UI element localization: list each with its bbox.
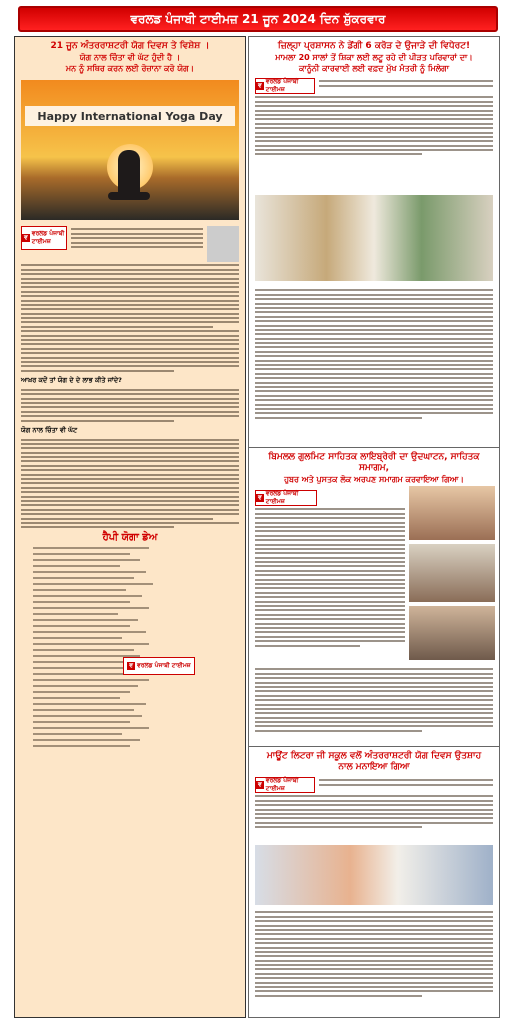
yoga-article bbox=[21, 226, 239, 372]
poem-newspaper-logo: ਵ ਵਰਲਡ ਪੰਜਾਬੀ ਟਾਈਮਜ਼ bbox=[123, 657, 195, 675]
story3-photo bbox=[255, 845, 493, 905]
story1-logo: ਵ ਵਰਲਡ ਪੰਜਾਬੀ ਟਾਈਮਜ਼ bbox=[255, 78, 315, 94]
story3-headline-b: ਨਾਲ ਮਨਾਇਆ ਗਿਆ bbox=[338, 762, 410, 772]
story2-headline-a: ਬਿਮਲਲ ਗੁਲਮਿਟ ਸਾਹਿਤਕ ਲਾਇਬ੍ਰੇਰੀ ਦਾ ਉਦਘਾਟਨ, ਸਾਹਿਤਕ ਸਮਾਗਮ, bbox=[268, 452, 480, 473]
story2-text bbox=[255, 484, 405, 649]
masthead bbox=[18, 6, 498, 32]
story1-text-top bbox=[255, 78, 493, 155]
meditation-figure-icon bbox=[118, 150, 140, 196]
story2-photo-3 bbox=[409, 606, 495, 660]
masthead-title: ਵਰਲਡ ਪੰਜਾਬੀ ਟਾਈਮਜ਼ 21 ਜੂਨ 2024 ਦਿਨ ਸ਼ੁੱਕਰਵਾਰ bbox=[130, 11, 386, 26]
happy-yoga-day-heading: ਹੈਪੀ ਯੋਗਾ ਡੇਅ bbox=[102, 532, 158, 544]
story-1 bbox=[249, 37, 499, 447]
yoga-day-image bbox=[21, 80, 239, 220]
story3-logo: ਵ ਵਰਲਡ ਪੰਜਾਬੀ ਟਾਈਮਜ਼ bbox=[255, 777, 315, 793]
story-2 bbox=[249, 447, 499, 746]
story2-headline-b: ਹੁਬਰ ਅਤੇ ਪੁਸਤਕ ਲੋਕ ਅਰਪਣ ਸਮਾਗਮ ਕਰਵਾਇਆ ਗਿਆ। bbox=[284, 475, 464, 484]
story3-text-top bbox=[255, 777, 493, 828]
article-paragraph-2 bbox=[21, 439, 239, 529]
story1-photo bbox=[255, 195, 493, 281]
story2-text-bottom bbox=[255, 666, 493, 734]
left-headline-2: ਯੋਗ ਨਾਲ ਚਿੰਤਾ ਵੀ ਘੱਟ ਹੁੰਦੀ ਹੈ । bbox=[79, 53, 181, 62]
author-photo bbox=[207, 226, 239, 262]
story1-headline-b: ਮਾਮਲਾ 20 ਸਾਲਾਂ ਤੋਂ ਸ਼ਿਕਾ ਲਈ ਲਟੂ ਰਹੇ ਦੀ ਪੀੜਤ ਪਰਿਵਾਰਾਂ ਦਾ। bbox=[275, 53, 473, 62]
right-column bbox=[248, 36, 500, 1018]
story1-headline-a: ਜ਼ਿਲ੍ਹਾ ਪ੍ਰਸ਼ਾਸਨ ਨੇ ਡੇਂਗੀ 6 ਕਰੋੜ ਦੇ ਉਜਾੜੇ ਦੀ ਵਿਧੇਰਟ! bbox=[277, 41, 471, 51]
yoga-banner: Happy International Yoga Day bbox=[25, 106, 235, 126]
story3-headline-a: ਮਾਊਂਟ ਲਿਟਰਾ ਜੀ ਸਕੂਲ ਵਲੋਂ ਅੰਤਰਰਾਸ਼ਟਰੀ ਯੋਗ ਦਿਵਸ ਉਤਸ਼ਾਹ bbox=[266, 751, 482, 761]
story2-photo-2 bbox=[409, 544, 495, 602]
story2-photo-1 bbox=[409, 486, 495, 540]
article-paragraph bbox=[21, 389, 239, 422]
story3-text-bottom bbox=[255, 909, 493, 999]
article-subhead-2: ਯੋਗ ਨਾਲ ਚਿੰਤਾ ਵੀ ਘੱਟ bbox=[21, 425, 78, 434]
yoga-poem bbox=[33, 547, 227, 747]
story2-logo: ਵ ਵਰਲਡ ਪੰਜਾਬੀ ਟਾਈਮਜ਼ bbox=[255, 490, 317, 506]
left-headline-3: ਮਨ ਨੂੰ ਸਥਿਰ ਕਰਨ ਲਈ ਰੋਜ਼ਾਨਾ ਕਰੋ ਯੋਗ। bbox=[65, 64, 195, 73]
story1-text-bottom bbox=[255, 287, 493, 421]
left-column bbox=[14, 36, 246, 1018]
newspaper-logo: ਵ ਵਰਲਡ ਪੰਜਾਬੀ ਟਾਈਮਜ਼ bbox=[21, 226, 67, 250]
left-headline-1: 21 ਜੂਨ ਅੰਤਰਰਾਸ਼ਟਰੀ ਯੋਗ ਦਿਵਸ ਤੇ ਵਿਸ਼ੇਸ਼ । bbox=[50, 41, 210, 51]
story-3 bbox=[249, 746, 499, 1018]
article-subhead-1: ਆਖ਼ਰ ਕਦੋਂ ਤਾਂ ਯੋਗ ਦੇ ਦੇ ਲਾਭ ਕੀਤੇ ਜਾਂਦੇ? bbox=[21, 375, 122, 384]
story1-headline-c: ਕਾਨੂੰਨੀ ਕਾਰਵਾਈ ਲਈ ਵਫ਼ਦ ਮੁੱਖ ਮੰਤਰੀ ਨੂੰ ਮਿਲੇਗਾ bbox=[298, 64, 450, 73]
